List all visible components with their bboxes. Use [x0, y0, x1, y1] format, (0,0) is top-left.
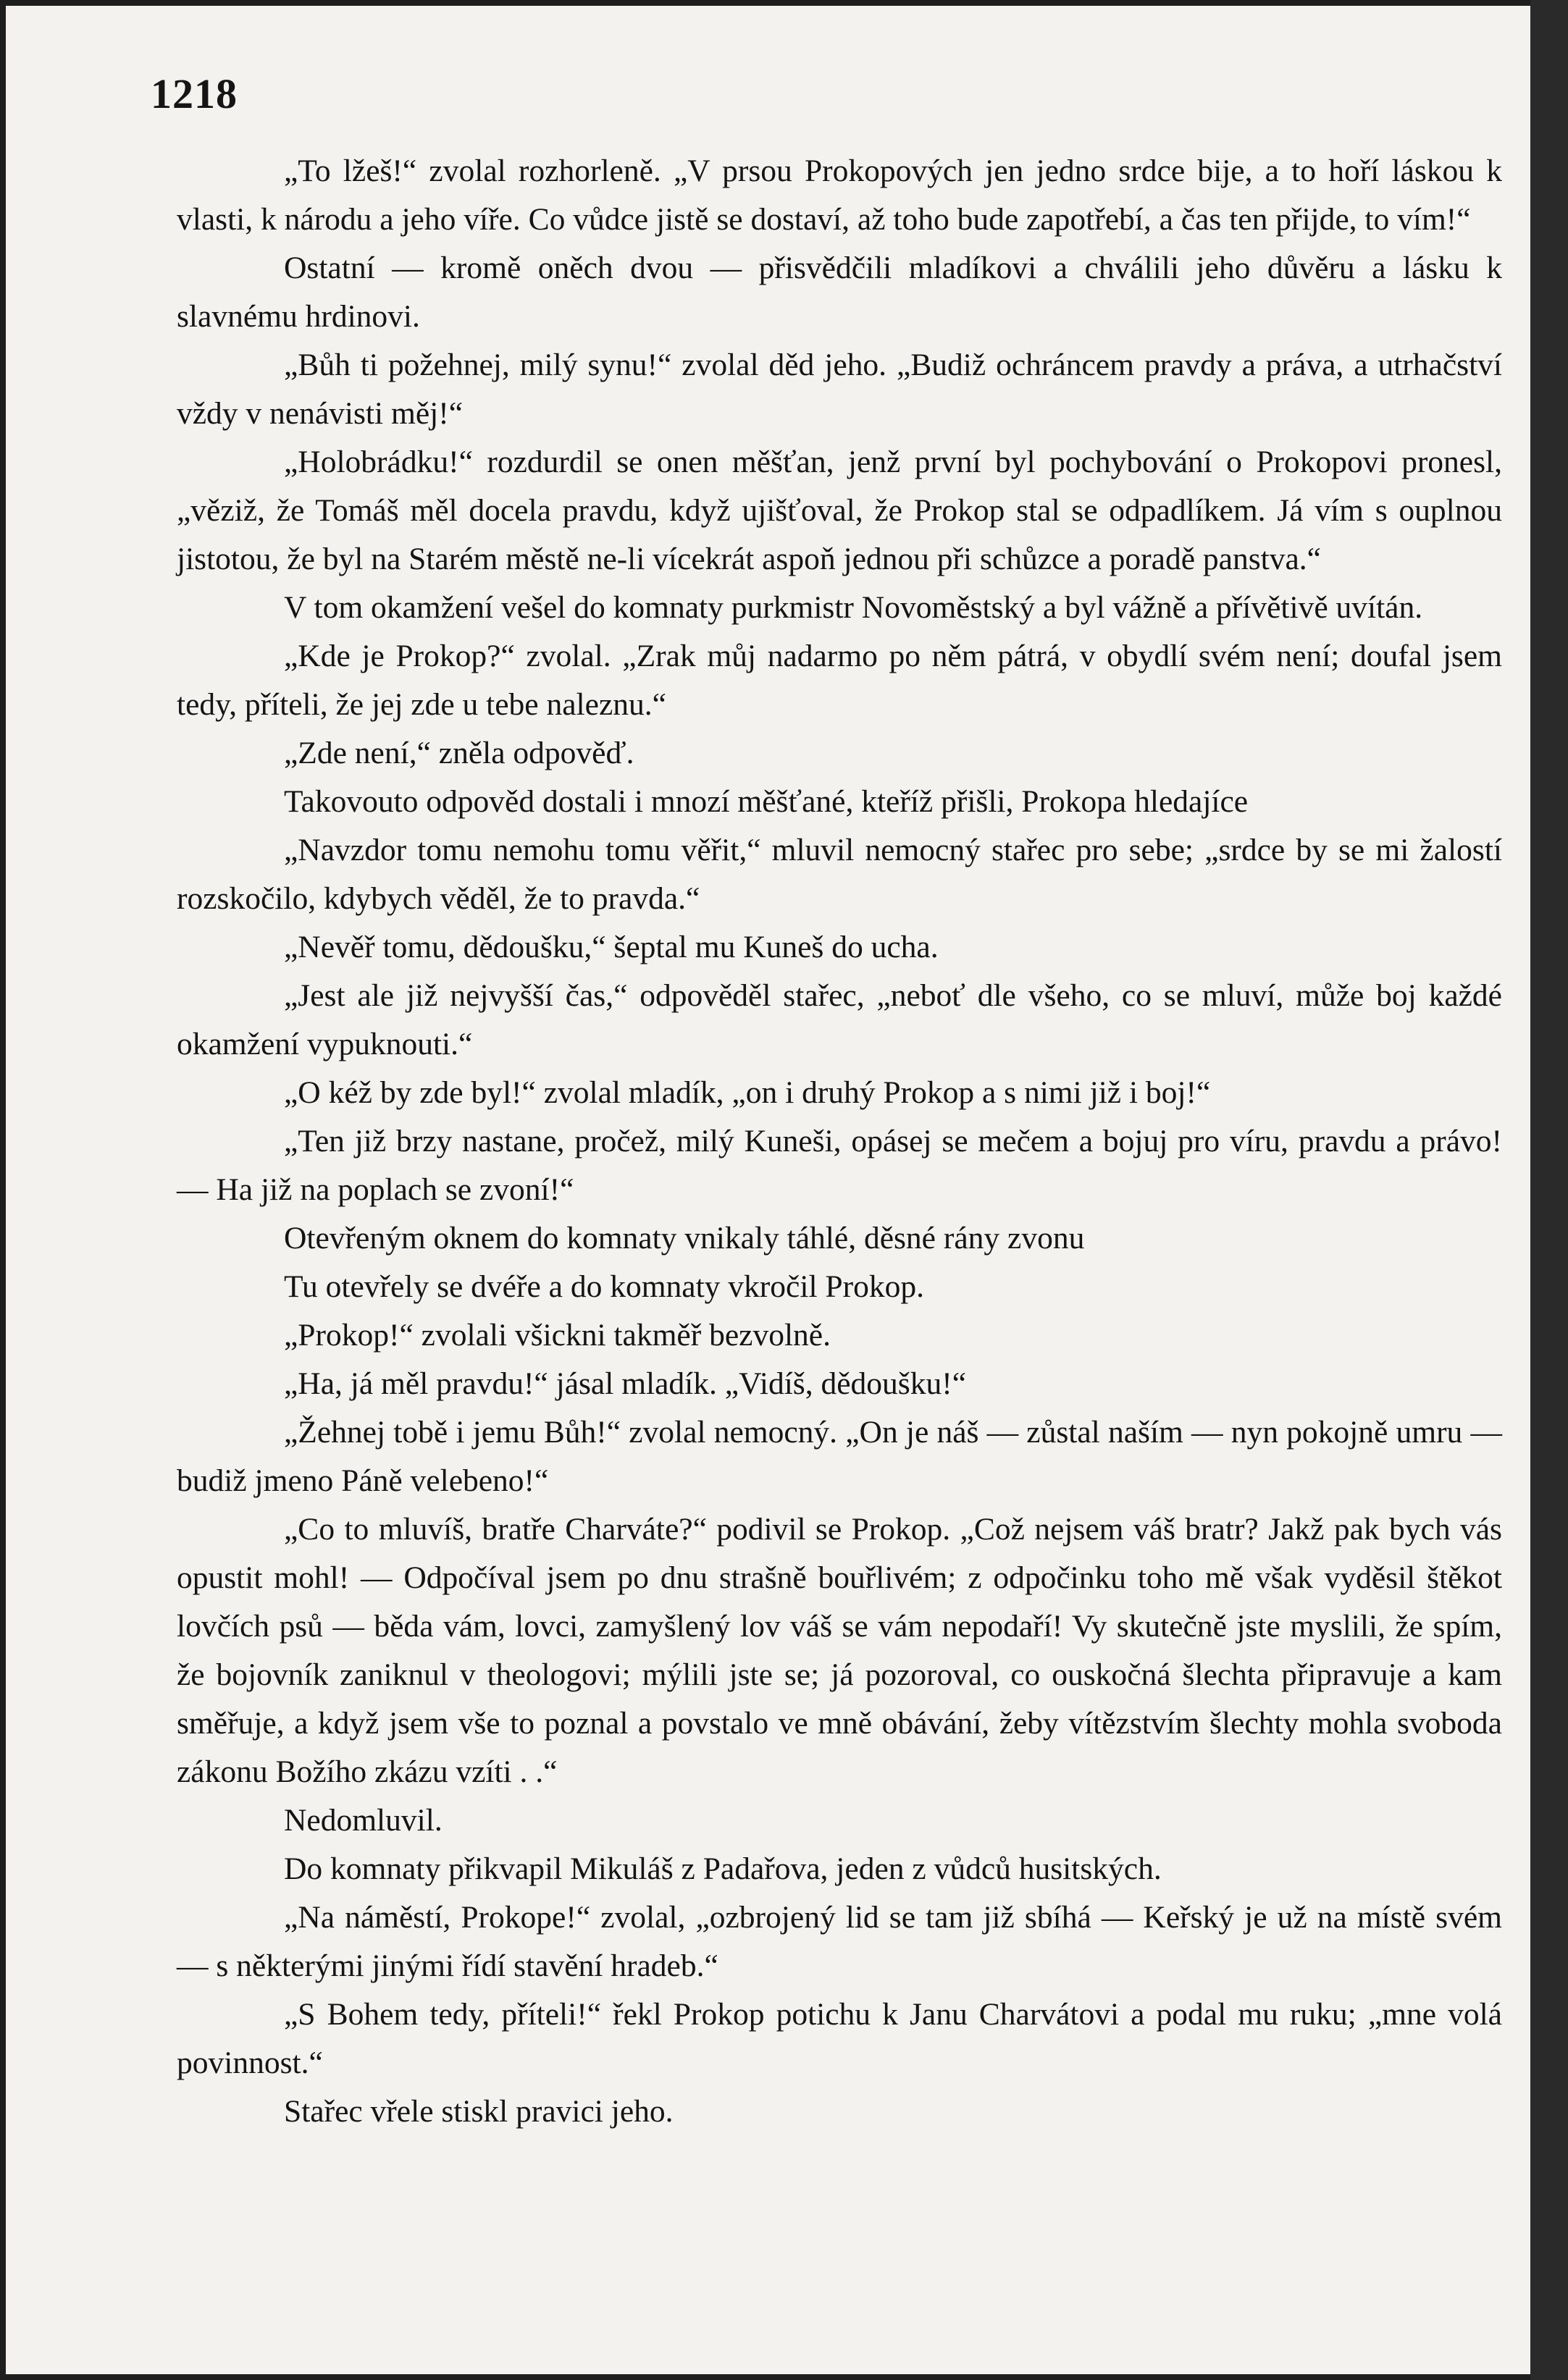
paragraph: Otevřeným oknem do komnaty vnikaly táhlé, děsné rány zvonu [284, 1221, 1085, 1256]
paragraph: „Ha, já měl pravdu!“ jásal mladík. „Vidíš, dědoušku!“ [284, 1366, 967, 1401]
paragraph: „Prokop!“ zvolali všickni takměř bezvolně. [284, 1318, 831, 1353]
paragraph: Ostatní — kromě oněch dvou — přisvědčili mladíkovi a chválili jeho důvěru a lásku k slavnému hrdinovi. [177, 251, 1502, 334]
paragraph: „Nevěř tomu, dědoušku,“ šeptal mu Kuneš do ucha. [284, 930, 939, 964]
paragraph: „Ten již brzy nastane, pročež, milý Kuneši, opásej se mečem a bojuj pro víru, pravdu a právo! — Ha již na poplach se zvoní!“ [177, 1124, 1502, 1207]
paragraph: Nedomluvil. [284, 1803, 443, 1838]
paragraph: „Jest ale již nejvyšší čas,“ odpověděl stařec, „neboť dle všeho, co se mluví, může boj každé okamžení vypuknouti.“ [177, 978, 1502, 1061]
paragraph: „Žehnej tobě i jemu Bůh!“ zvolal nemocný. „On je náš — zůstal naším — nyn pokojně umru — budiž jmeno Páně velebeno!“ [177, 1415, 1502, 1498]
scan-edge [1530, 0, 1568, 2380]
paragraph: „Kde je Prokop?“ zvolal. „Zrak můj nadarmo po něm pátrá, v obydlí svém není; doufal jsem tedy, příteli, že jej zde u tebe naleznu.“ [177, 639, 1502, 722]
paragraph: „S Bohem tedy, příteli!“ řekl Prokop potichu k Janu Charvátovi a podal mu ruku; „mne volá povinnost.“ [177, 1997, 1502, 2080]
paragraph: „Holobrádku!“ rozdurdil se onen měšťan, jenž první byl pochybování o Prokopovi pronesl, „věziž, že Tomáš měl docela pravdu, když ujišťoval, že Prokop stal se odpadlíkem. Já vím s ouplnou jistotou, že byl na Starém městě ne-li vícekrát aspoň jednou při schůzce a poradě panstva.“ [177, 445, 1502, 576]
paragraph: Do komnaty přikvapil Mikuláš z Padařova, jeden z vůdců husitských. [284, 1851, 1162, 1886]
paragraph: V tom okamžení vešel do komnaty purkmistr Novoměstský a byl vážně a přívětivě uvítán. [284, 590, 1423, 625]
page-number: 1218 [151, 70, 238, 117]
paragraph: „Navzdor tomu nemohu tomu věřit,“ mluvil nemocný stařec pro sebe; „srdce by se mi žalostí rozskočilo, kdybych věděl, že to pravda.“ [177, 833, 1502, 916]
paragraph: „To lžeš!“ zvolal rozhorleně. „V prsou Prokopových jen jedno srdce bije, a to hoří láskou k vlasti, k národu a jeho víře. Co vůdce jistě se dostaví, až toho bude zapotřebí, a čas ten přijde, to vím!“ [177, 154, 1502, 237]
paragraph: „Na náměstí, Prokope!“ zvolal, „ozbrojený lid se tam již sbíhá — Keřský je už na místě svém — s některými jinými řídí stavění hradeb.“ [177, 1900, 1502, 1983]
paragraph: „Co to mluvíš, bratře Charváte?“ podivil se Prokop. „Což nejsem váš bratr? Jakž pak bych vás opustit mohl! — Odpočíval jsem po dnu strašně bouřlivém; z odpočinku toho mě však vyděsil štěkot lovčích psů — běda vám, lovci, zamyšlený lov váš se vám nepodaří! Vy skutečně jste myslili, že spím, že bojovník zaniknul v theologovi; mýlili jste se; já pozoroval, co ouskočná šlechta připravuje a kam směřuje, a když jsem vše to poznal a povstalo ve mně obávání, žeby vítězstvím šlechty mohla svoboda zákonu Božího zkázu vzíti . .“ [177, 1512, 1502, 1789]
paragraph: „Bůh ti požehnej, milý synu!“ zvolal děd jeho. „Budiž ochráncem pravdy a práva, a utrhačství vždy v nenávisti měj!“ [177, 348, 1502, 431]
paragraph: Tu otevřely se dvéře a do komnaty vkročil Prokop. [284, 1269, 924, 1304]
paragraph: „Zde není,“ zněla odpověď. [284, 736, 634, 770]
paragraph: Stařec vřele stiskl pravici jeho. [284, 2094, 674, 2129]
paragraph: Takovouto odpověd dostali i mnozí měšťané, kteříž přišli, Prokopa hledajíce [284, 784, 1249, 819]
paragraph: „O kéž by zde byl!“ zvolal mladík, „on i druhý Prokop a s nimi již i boj!“ [284, 1075, 1211, 1110]
body-text [177, 147, 1502, 2136]
book-page [6, 6, 1530, 2374]
